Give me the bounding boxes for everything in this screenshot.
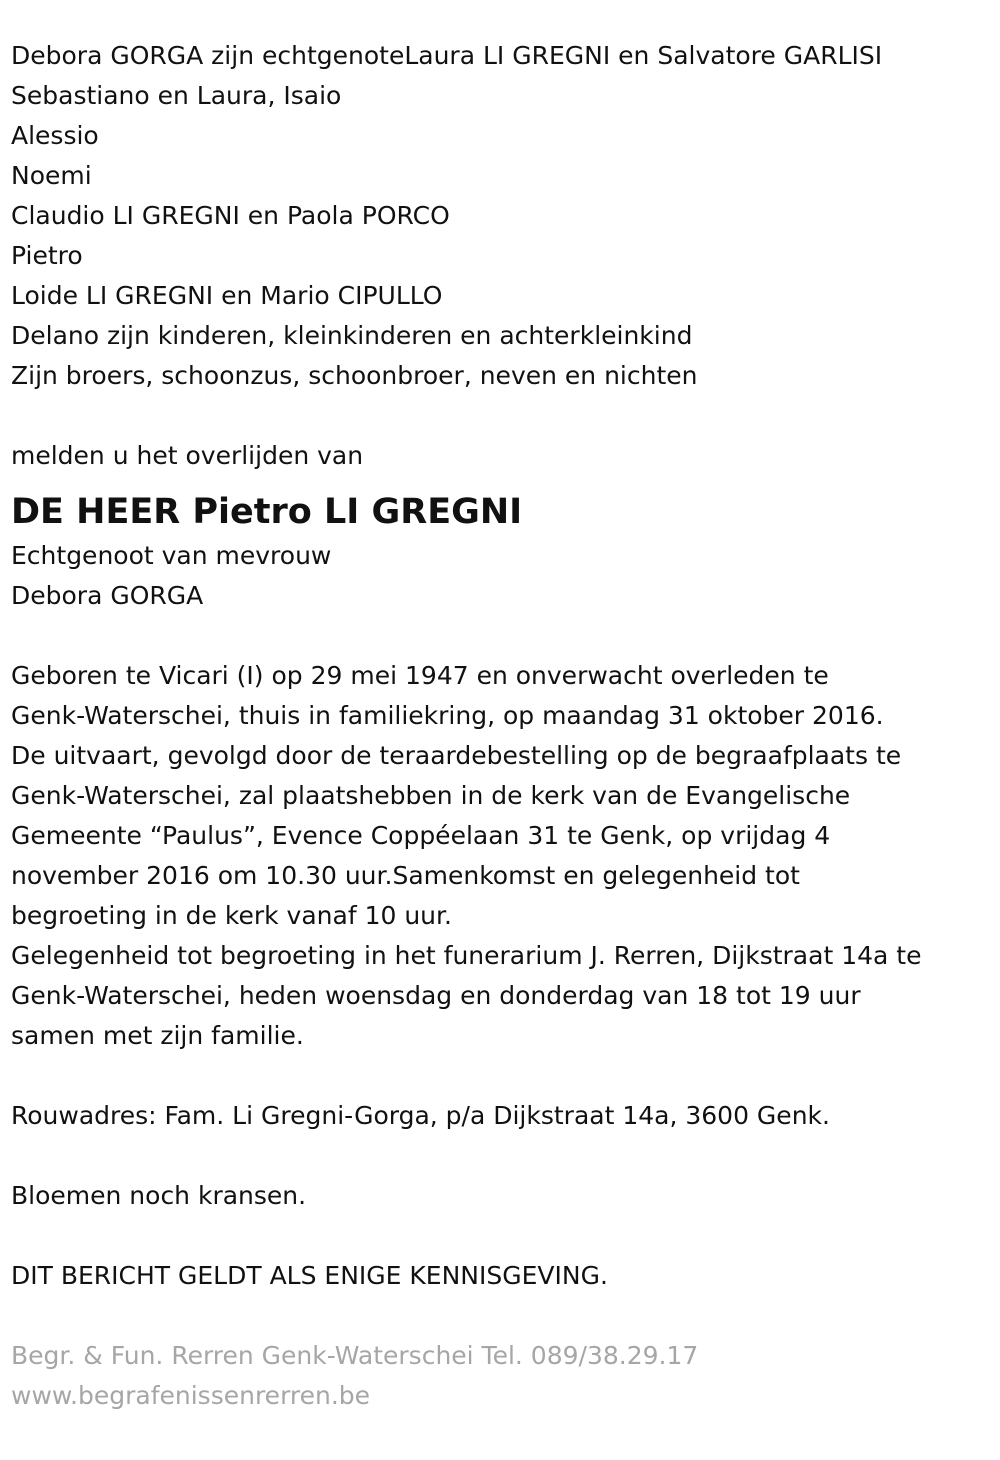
- family-list: [11, 36, 991, 396]
- details-line: november 2016 om 10.30 uur.Samenkomst en gelegenheid tot: [11, 861, 800, 890]
- spouse-line: Debora GORGA: [11, 581, 204, 610]
- spouse-block: [11, 536, 991, 616]
- family-line: Pietro: [11, 241, 83, 270]
- mourning-address: Rouwadres: Fam. Li Gregni-Gorga, p/a Dijkstraat 14a, 3600 Genk.: [11, 1101, 830, 1130]
- family-line: Zijn broers, schoonzus, schoonbroer, neven en nichten: [11, 361, 698, 390]
- family-line: Noemi: [11, 161, 92, 190]
- details-block: [11, 656, 991, 1056]
- details-line: Genk-Waterschei, thuis in familiekring, op maandag 31 oktober 2016.: [11, 701, 884, 730]
- flowers-note: Bloemen noch kransen.: [11, 1181, 307, 1210]
- family-line: Delano zijn kinderen, kleinkinderen en achterkleinkind: [11, 321, 693, 350]
- official-notice: DIT BERICHT GELDT ALS ENIGE KENNISGEVING.: [11, 1261, 608, 1290]
- website-link[interactable]: www.begrafenissenrerren.be: [11, 1381, 371, 1410]
- details-line: De uitvaart, gevolgd door de teraardebestelling op de begraafplaats te: [11, 741, 902, 770]
- details-line: samen met zijn familie.: [11, 1021, 304, 1050]
- obituary-notice: [11, 36, 991, 1416]
- spacer: [11, 1136, 991, 1176]
- family-line: Sebastiano en Laura, Isaio: [11, 81, 342, 110]
- details-line: Genk-Waterschei, zal plaatshebben in de kerk van de Evangelische: [11, 781, 851, 810]
- spacer: [11, 396, 991, 436]
- spacer: [11, 1296, 991, 1336]
- spacer: [11, 616, 991, 656]
- announcement-text: melden u het overlijden van: [11, 441, 364, 470]
- spacer: [11, 1216, 991, 1256]
- spouse-line: Echtgenoot van mevrouw: [11, 541, 332, 570]
- details-line: Genk-Waterschei, heden woensdag en donderdag van 18 tot 19 uur: [11, 981, 861, 1010]
- family-line: Loide LI GREGNI en Mario CIPULLO: [11, 281, 443, 310]
- details-line: begroeting in de kerk vanaf 10 uur.: [11, 901, 452, 930]
- family-line: Debora GORGA zijn echtgenoteLaura LI GREGNI en Salvatore GARLISI: [11, 41, 883, 70]
- deceased-name: DE HEER Pietro LI GREGNI: [11, 492, 523, 532]
- spacer: [11, 1056, 991, 1096]
- family-line: Claudio LI GREGNI en Paola PORCO: [11, 201, 450, 230]
- footer: [11, 1336, 991, 1416]
- family-line: Alessio: [11, 121, 99, 150]
- funeral-home-info: Begr. & Fun. Rerren Genk-Waterschei Tel. 089/38.29.17: [11, 1341, 699, 1370]
- details-line: Gelegenheid tot begroeting in het funerarium J. Rerren, Dijkstraat 14a te: [11, 941, 922, 970]
- details-line: Geboren te Vicari (I) op 29 mei 1947 en onverwacht overleden te: [11, 661, 829, 690]
- details-line: Gemeente “Paulus”, Evence Coppéelaan 31 te Genk, op vrijdag 4: [11, 821, 831, 850]
